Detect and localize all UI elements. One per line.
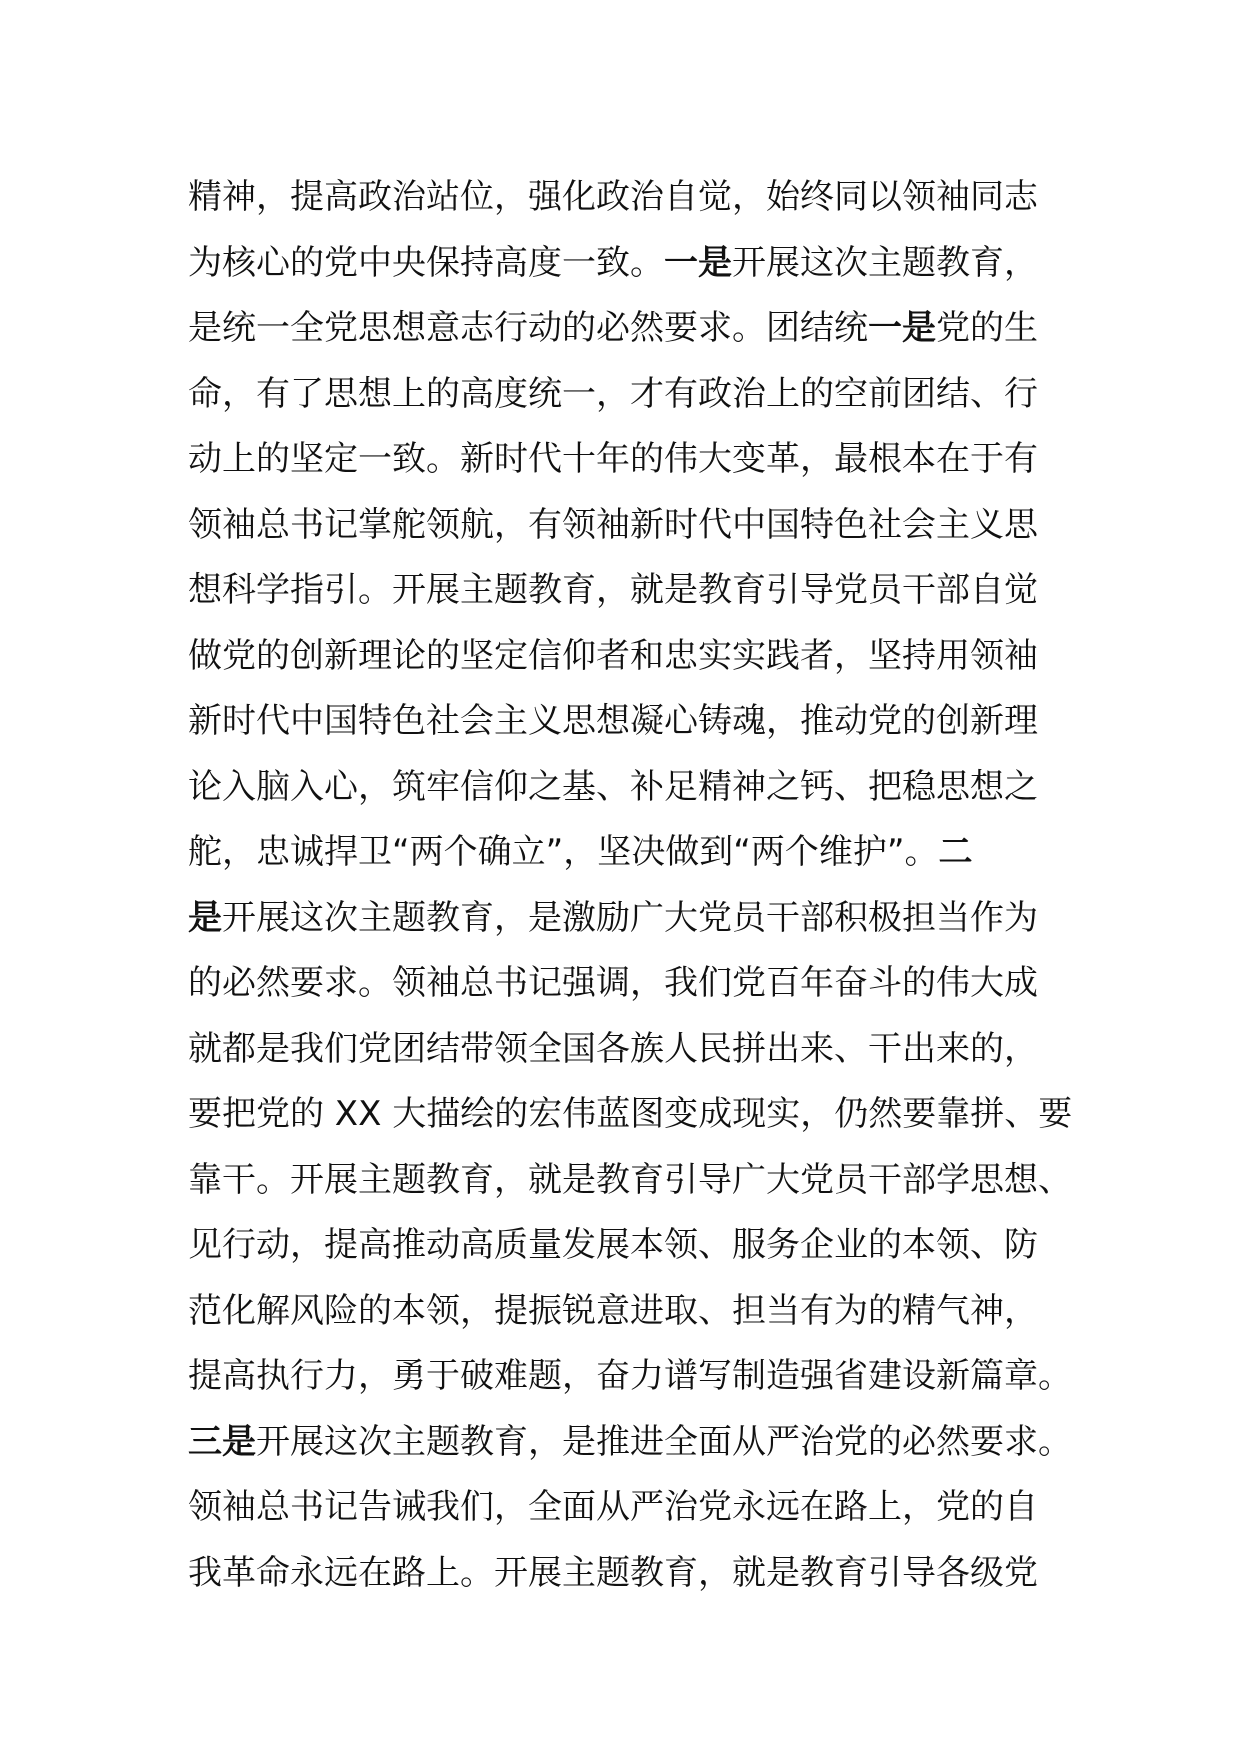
text-segment: 开展这次主题教育， xyxy=(732,242,1038,283)
emphasis-text: 是 xyxy=(188,897,222,938)
text-line xyxy=(188,755,1068,821)
emphasis-text: 三是 xyxy=(188,1421,256,1462)
emphasis-text: 一是 xyxy=(868,308,936,348)
text-segment: 开展这次主题教育，是激励广大党员干部积极担当作为 xyxy=(222,897,1038,938)
text-line xyxy=(188,231,1068,297)
text-segment: 提高执行力，勇于破难题，奋力谱写制造强省建设新篇章。 xyxy=(188,1356,1072,1396)
text-segment: 领袖总书记告诫我们，全面从严治党永远在路上，党的自 xyxy=(188,1487,1038,1527)
text-segment: 领袖总书记掌舵领航，有领袖新时代中国特色社会主义思 xyxy=(188,504,1038,545)
text-line xyxy=(188,1279,1068,1345)
text-line xyxy=(188,951,1068,1017)
body-paragraph xyxy=(188,165,1073,1606)
text-line xyxy=(188,493,1068,559)
emphasis-text: 一是 xyxy=(664,242,732,283)
text-line xyxy=(188,624,1068,690)
text-segment: 党的生 xyxy=(936,308,1038,348)
text-line xyxy=(188,427,1068,493)
text-segment: 靠干。开展主题教育，就是教育引导广大党员干部学思想、 xyxy=(188,1159,1072,1200)
text-segment: 是统一全党思想意志行动的必然要求。团结统 xyxy=(188,308,868,348)
text-segment: 想科学指引。开展主题教育，就是教育引导党员干部自觉 xyxy=(188,570,1038,610)
text-line xyxy=(188,1017,1068,1083)
text-line xyxy=(188,1541,1068,1607)
text-segment: 命，有了思想上的高度统一，才有政治上的空前团结、行 xyxy=(188,373,1038,414)
text-segment: 要把党的 XX 大描绘的宏伟蓝图变成现实，仍然要靠拼、要 xyxy=(188,1094,1073,1134)
text-segment: 范化解风险的本领，提振锐意进取、担当有为的精气神， xyxy=(188,1290,1038,1331)
emphasis-text: 二 xyxy=(938,832,973,872)
text-segment: 我革命永远在路上。开展主题教育，就是教育引导各级党 xyxy=(188,1552,1038,1593)
text-segment: 舵，忠诚捍卫“两个确立”，坚决做到“两个维护”。 xyxy=(188,832,939,872)
text-line xyxy=(188,1082,1073,1148)
text-segment: 新时代中国特色社会主义思想凝心铸魂，推动党的创新理 xyxy=(188,701,1038,741)
text-segment: 的必然要求。领袖总书记强调，我们党百年奋斗的伟大成 xyxy=(188,963,1038,1003)
text-line xyxy=(188,296,1068,362)
text-line xyxy=(188,1148,1072,1214)
text-line xyxy=(188,689,1068,755)
text-segment: 论入脑入心，筑牢信仰之基、补足精神之钙、把稳思想之 xyxy=(188,766,1038,807)
text-line xyxy=(188,886,1068,952)
text-segment: 精神，提高政治站位，强化政治自觉，始终同以领袖同志 xyxy=(188,177,1038,217)
text-segment: 见行动，提高推动高质量发展本领、服务企业的本领、防 xyxy=(188,1225,1038,1265)
text-segment: 为核心的党中央保持高度一致。 xyxy=(188,242,664,283)
text-line xyxy=(188,1475,1068,1541)
text-segment: 就都是我们党团结带领全国各族人民拼出来、干出来的， xyxy=(188,1028,1038,1069)
text-line xyxy=(188,558,1068,624)
text-line xyxy=(188,1213,1068,1279)
text-segment: 做党的创新理论的坚定信仰者和忠实实践者，坚持用领袖 xyxy=(188,635,1038,676)
text-segment: 开展这次主题教育，是推进全面从严治党的必然要求。 xyxy=(256,1421,1072,1462)
text-line xyxy=(188,165,1068,231)
text-segment: 动上的坚定一致。新时代十年的伟大变革，最根本在于有 xyxy=(188,439,1038,479)
text-line xyxy=(188,362,1068,428)
text-line xyxy=(188,1410,1072,1476)
text-line xyxy=(188,1344,1072,1410)
text-line xyxy=(188,820,1068,886)
